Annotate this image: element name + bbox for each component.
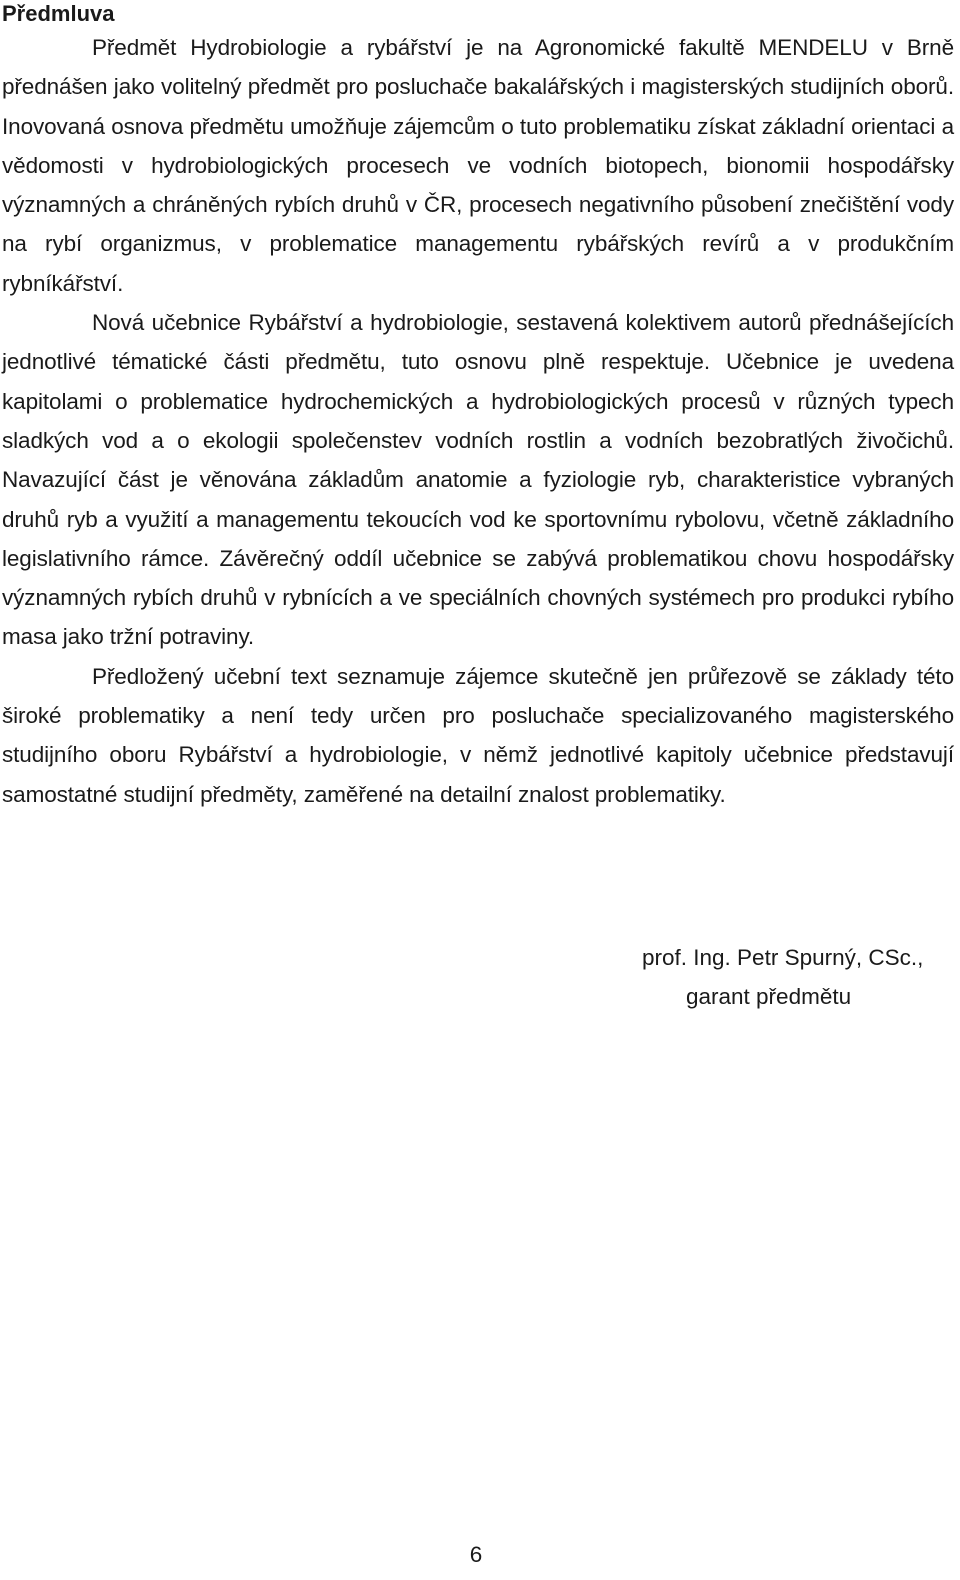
paragraph-3: Předložený učební text seznamuje zájemce skutečně jen průřezově se základy této široké problematiky a není tedy určen pro posluchače specializovaného magisterského studijního oboru Rybářství a hydrobiologie, v němž jednotlivé kapitoly učebnice představují samostatné studijní předměty, zaměřené na detailní znalost problematiky. <box>2 663 954 807</box>
paragraph-2: Nová učebnice Rybářství a hydrobiologie, sestavená kolektivem autorů přednášejících jednotlivé tématické části předmětu, tuto osnovu plně respektuje. Učebnice je uvedena kapitolami o problematice hydrochemických a hydrobiologických procesů v různých typech sladkých vod a o ekologii společenstev vodních rostlin a vodních bezobratlých živočichů. Navazující část je věnována základům anatomie a fyziologie ryb, charakteristice vybraných druhů ryb a využití a managementu tekoucích vod ke sportovnímu rybolovu, včetně základního legislativního rámce. Závěrečný oddíl učebnice se zabývá problematikou chovu hospodářsky významných rybích druhů v rybnících a ve speciálních chovných systémech pro produkci rybího masa jako tržní potraviny. <box>2 310 954 650</box>
paragraph-1: Předmět Hydrobiologie a rybářství je na Agronomické fakultě MENDELU v Brně přednášen jako volitelný předmět pro posluchače bakalářských i magisterských studijních oborů. Inovovaná osnova předmětu umožňuje zájemcům o tuto problematiku získat základní orientaci a vědomosti v hydrobiologických procesech ve vodních biotopech, bionomii hospodářsky významných a chráněných rybích druhů v ČR, procesech negativního působení znečištění vody na rybí organizmus, v problematice managementu rybářských revírů a v produkčním rybníkářství. <box>2 35 954 296</box>
page-number: 6 <box>469 1542 483 1567</box>
signature-block <box>0 938 952 1017</box>
section-heading: Předmluva <box>2 1 115 26</box>
signature-role: garant předmětu <box>686 984 852 1010</box>
signature-name: prof. Ing. Petr Spurný, CSc., <box>642 945 924 970</box>
